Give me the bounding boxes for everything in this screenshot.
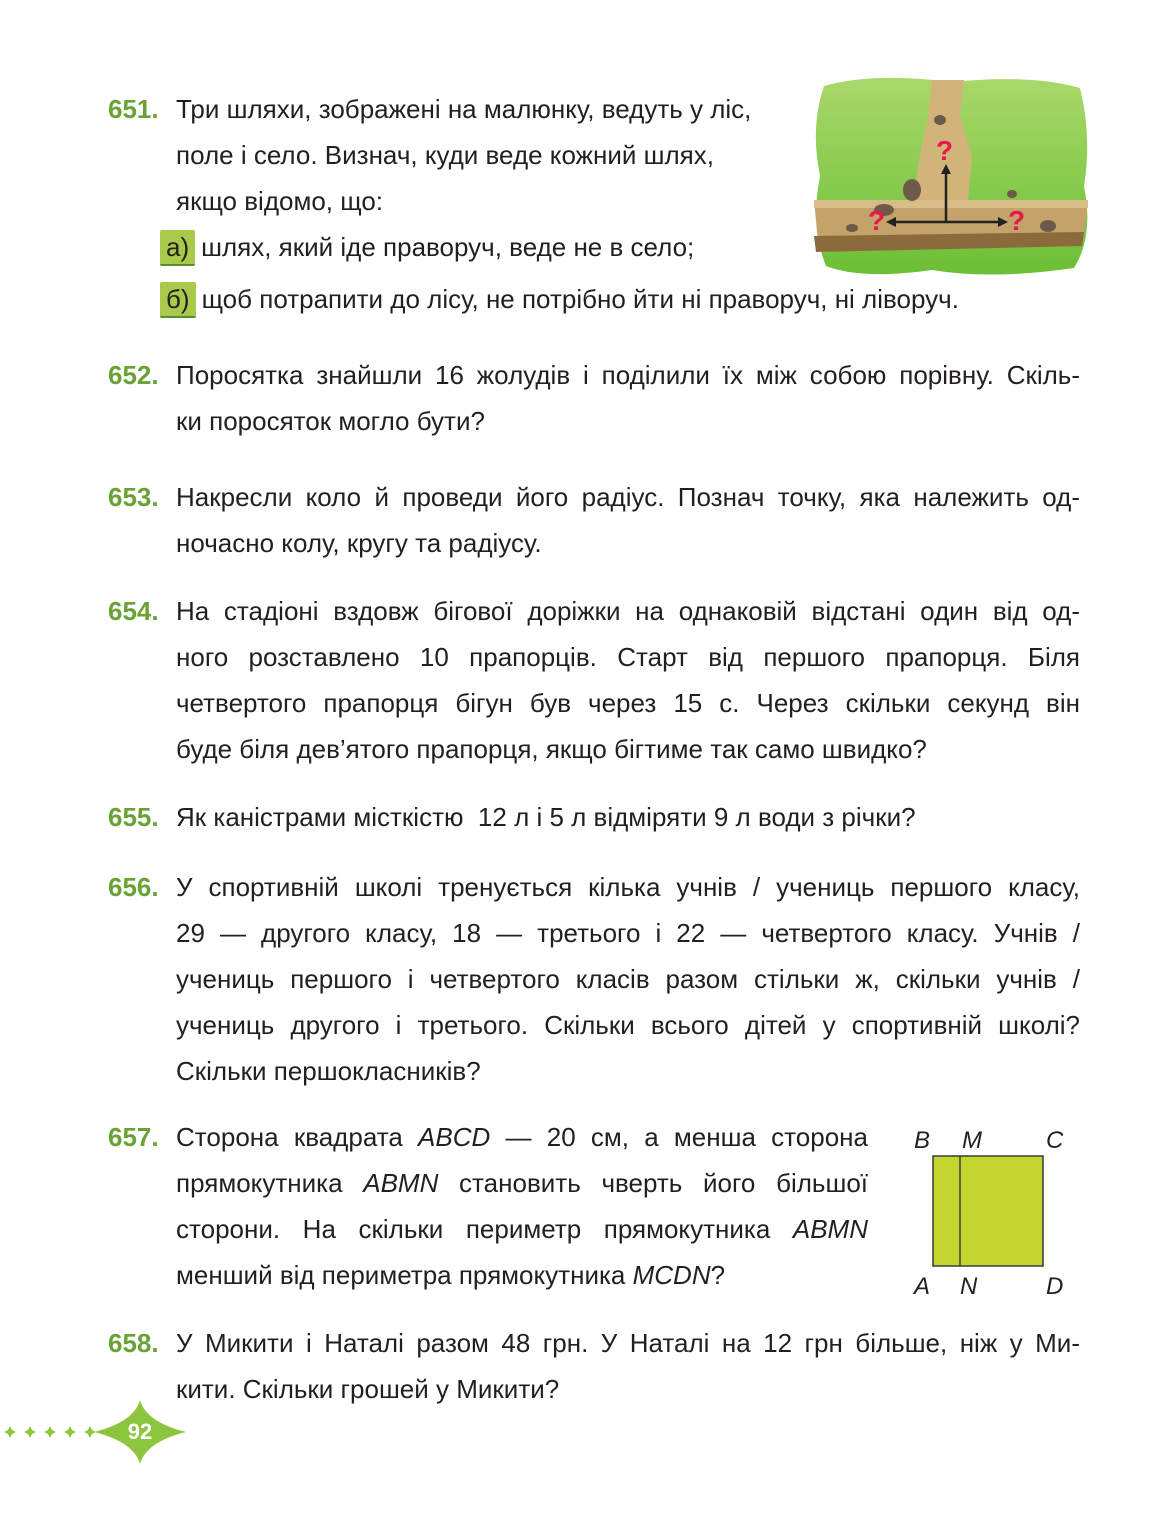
problem-text-line: 29 — другого класу, 18 — третього і 22 — четвертого класу. Учнів / <box>176 918 1080 948</box>
problem-text-line: учениць другого і третього. Скільки всього дітей у спортивній школі? <box>176 1010 1080 1040</box>
rectangle-name: MCDN <box>632 1260 711 1290</box>
sub-text-b: щоб потрапити до лісу, не потрібно йти ні праворуч, ні ліворуч. <box>201 284 959 314</box>
problem-text-line <box>176 1252 868 1298</box>
question-mark-left: ? <box>868 205 886 236</box>
problem-text-line: Поросятка знайшли 16 жолудів і поділили їх між собою порівну. Скіль- <box>176 360 1080 390</box>
rectangle-name: ABMN <box>363 1168 439 1198</box>
problem-number: 656. <box>108 872 159 902</box>
sparkle-row <box>4 1426 96 1438</box>
problem-text-line: У Микити і Наталі разом 48 грн. У Наталі на 12 грн більше, ніж у Ми- <box>176 1328 1080 1358</box>
question-mark-top: ? <box>936 135 954 166</box>
page-number: 92 <box>127 1419 153 1444</box>
text-fragment: Сторона квадрата <box>176 1122 419 1152</box>
problem-658 <box>108 1320 1080 1412</box>
square-abcd-figure <box>910 1120 1070 1300</box>
problem-text-line: Скільки першокласників? <box>176 1056 481 1086</box>
vertex-label-b: B <box>914 1127 931 1154</box>
sub-item-b <box>160 276 959 322</box>
problem-651 <box>108 86 959 322</box>
problem-654 <box>108 588 1080 772</box>
problem-number: 658. <box>108 1328 159 1358</box>
vertex-label-m: M <box>962 1127 982 1154</box>
problem-number: 653. <box>108 482 159 512</box>
vertex-label-d: D <box>1046 1273 1064 1300</box>
problem-text-line: якщо відомо, що: <box>176 186 384 216</box>
problem-656 <box>108 864 1080 1094</box>
problem-text-line: Накресли коло й проведи його радіус. Познач точку, яка належить од- <box>176 482 1080 512</box>
problem-text-line: Як каністрами місткістю 12 л і 5 л відміряти 9 л води з річки? <box>176 802 916 832</box>
problem-text-line: кити. Скільки грошей у Микити? <box>176 1374 560 1404</box>
problem-text-line: учениць першого і четвертого класів разом стільки ж, скільки учнів / <box>176 964 1080 994</box>
problem-text-line: четвертого прапорця бігун був через 15 с. Через скільки секунд він <box>176 688 1080 718</box>
problem-655 <box>108 794 1080 840</box>
problem-number: 652. <box>108 360 159 390</box>
problem-text-line <box>176 1160 868 1206</box>
problem-text-line: поле і село. Визнач, куди веде кожний шлях, <box>176 140 714 170</box>
vertex-label-n: N <box>960 1273 978 1300</box>
text-fragment: сторони. На скільки периметр прямокутника <box>176 1214 793 1244</box>
text-fragment: становить чверть його більшої <box>438 1168 869 1198</box>
problem-number: 654. <box>108 596 159 626</box>
problem-653 <box>108 474 1080 566</box>
problem-text-line <box>176 1114 868 1160</box>
problem-text-line: Три шляхи, зображені на малюнку, ведуть у ліс, <box>176 94 752 124</box>
problem-text-line <box>176 1206 868 1252</box>
square-abcd <box>933 1156 1043 1266</box>
question-mark-right: ? <box>1008 205 1026 236</box>
problem-text-line: ночасно колу, кругу та радіусу. <box>176 528 542 558</box>
problem-number: 651. <box>108 94 159 124</box>
square-name: ABCD <box>418 1122 491 1152</box>
text-fragment: ? <box>710 1260 726 1290</box>
problem-text-line: ки поросяток могло бути? <box>176 406 485 436</box>
text-fragment: прямокутника <box>176 1168 364 1198</box>
vertex-label-a: A <box>914 1273 931 1300</box>
problem-text-line: буде біля дев’ятого прапорця, якщо бігтиме так само швидко? <box>176 734 927 764</box>
rectangle-name: ABMN <box>792 1214 868 1244</box>
text-fragment: менший від периметра прямокутника <box>176 1260 633 1290</box>
problem-text-line: На стадіоні вздовж бігової доріжки на однаковій відстані один від од- <box>176 596 1080 626</box>
sub-item-a <box>160 224 828 270</box>
problem-652 <box>108 352 1080 444</box>
text-fragment: — 20 см, а менша сторона <box>490 1122 868 1152</box>
problem-text-line: У спортивній школі тренується кілька учнів / учениць першого класу, <box>176 872 1080 902</box>
problem-number: 657. <box>108 1122 159 1152</box>
sub-label-a: а) <box>160 230 195 266</box>
problem-657 <box>108 1114 868 1298</box>
problem-text-line: ного розставлено 10 прапорців. Старт від першого прапорця. Біля <box>176 642 1080 672</box>
sub-label-b: б) <box>160 282 196 318</box>
page-number-badge <box>0 1400 200 1470</box>
problem-number: 655. <box>108 802 159 832</box>
sub-text-a: шлях, який іде праворуч, веде не в село; <box>201 232 695 262</box>
vertex-label-c: C <box>1046 1127 1064 1154</box>
crossroads-illustration <box>812 76 1090 276</box>
